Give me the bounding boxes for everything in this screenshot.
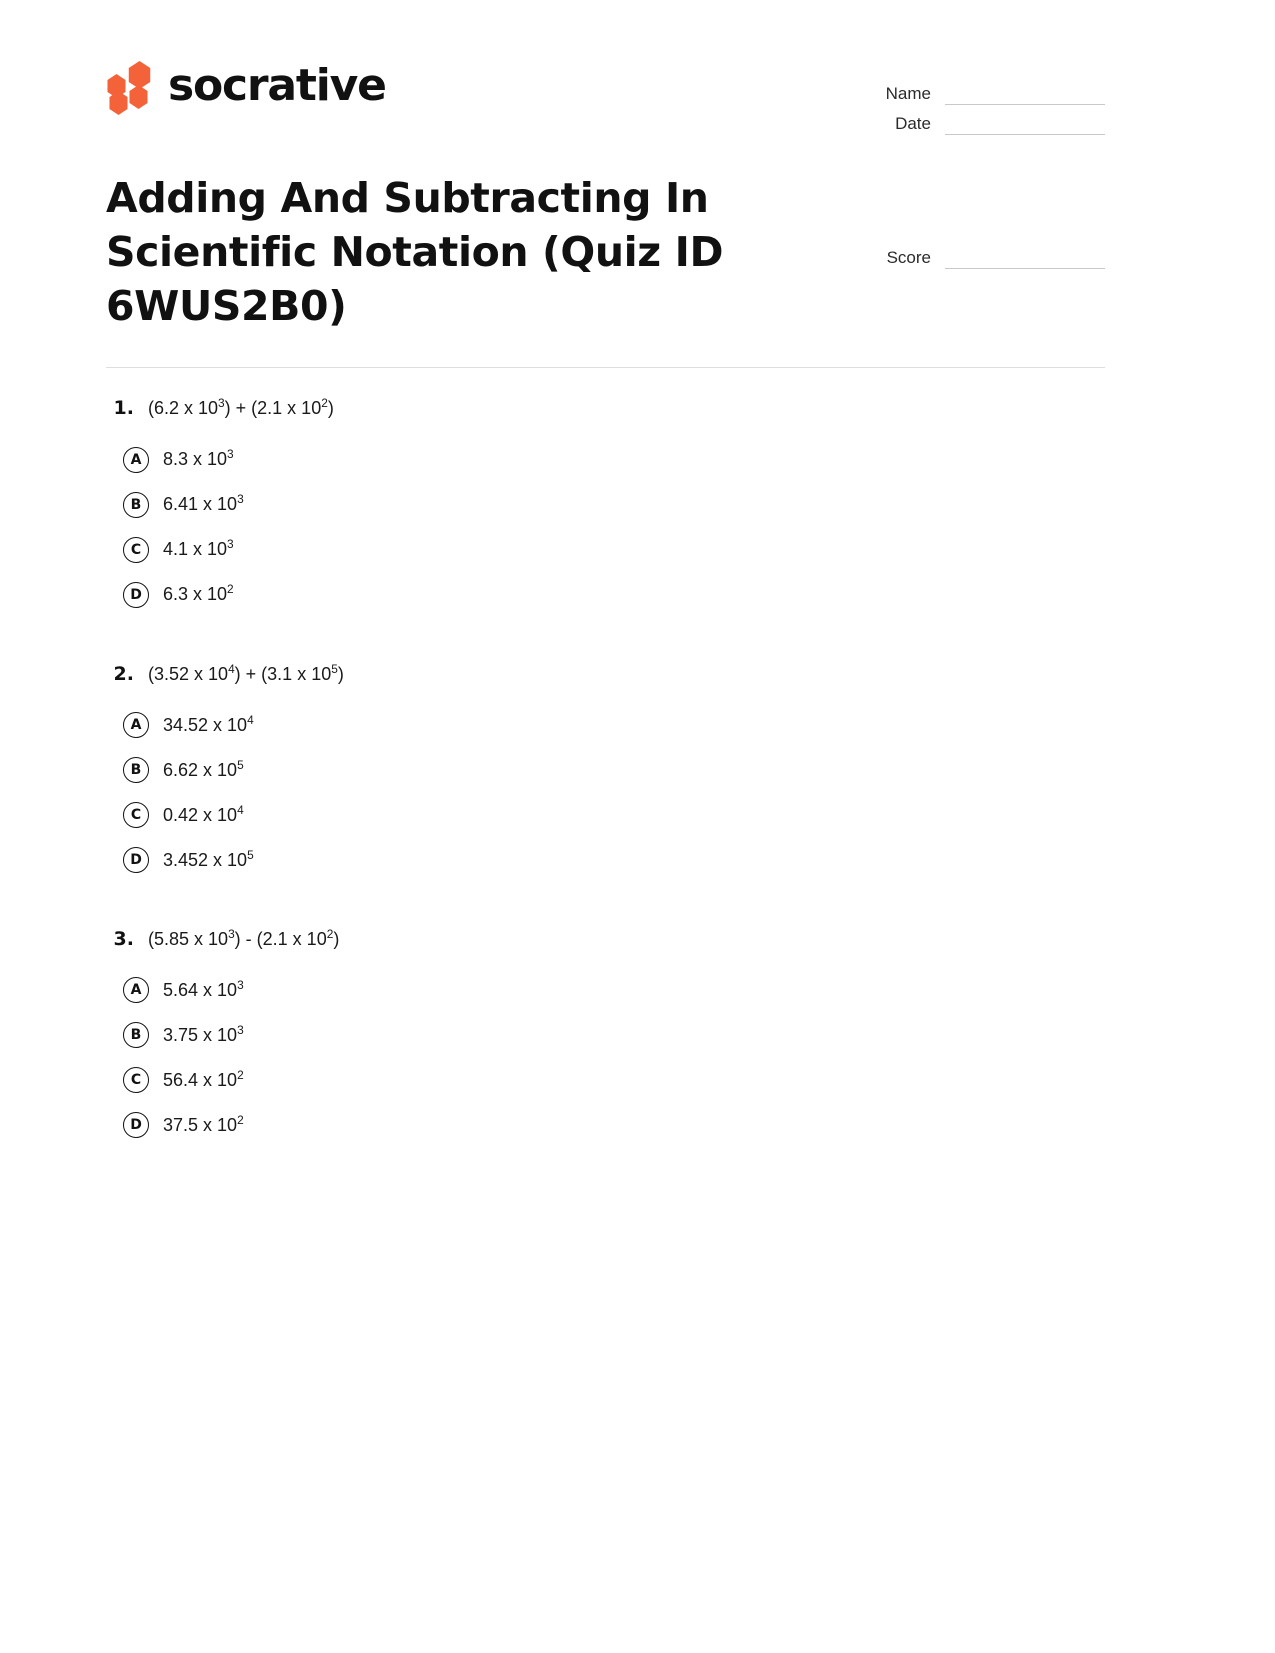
answer-option-text: 34.52 x $10^4$ <box>163 712 254 735</box>
date-field-row <box>865 105 1105 135</box>
answer-option-text: 8.3 x $10^3$ <box>163 447 234 470</box>
page-title: Adding And Subtracting In Scientific Notation (Quiz ID 6WUS2B0) <box>106 174 724 331</box>
date-field-input[interactable] <box>945 115 1105 135</box>
answer-option-text: 37.5 x $10^2$ <box>163 1112 244 1135</box>
exponent: 2 <box>237 1067 244 1082</box>
question-prompt: (5.85 x $10^3) - (2.1$ x $10^2$) <box>148 926 340 949</box>
question-header <box>106 927 1105 952</box>
question-item <box>106 662 1105 883</box>
answer-option-bubble-b[interactable]: B <box>123 1022 149 1048</box>
student-meta-fields <box>865 75 1105 135</box>
exponent: 2 <box>321 396 328 411</box>
exponent: 3 <box>237 1022 244 1037</box>
answer-option[interactable] <box>106 793 1105 838</box>
answer-options <box>106 438 1105 618</box>
answer-option[interactable] <box>106 838 1105 883</box>
score-field-row <box>865 239 1105 269</box>
answer-option-bubble-d[interactable]: D <box>123 847 149 873</box>
answer-option-bubble-a[interactable]: A <box>123 447 149 473</box>
answer-option[interactable] <box>106 528 1105 573</box>
question-number: 1. <box>113 397 134 420</box>
socrative-brand <box>106 55 386 117</box>
question-item <box>106 396 1105 617</box>
name-field-row <box>865 75 1105 105</box>
answer-option-bubble-c[interactable]: C <box>123 802 149 828</box>
exponent: 5 <box>247 847 254 862</box>
answer-option-bubble-c[interactable]: C <box>123 537 149 563</box>
answer-option-text: 6.62 x $10^5$ <box>163 757 244 780</box>
name-field-label: Name <box>885 83 931 103</box>
answer-option[interactable] <box>106 1058 1105 1103</box>
exponent: 3 <box>228 926 235 941</box>
answer-option-text: 3.75 x $10^3$ <box>163 1022 244 1045</box>
logo-hexagon-mid-right <box>128 85 149 109</box>
exponent: 2 <box>326 926 334 941</box>
answer-option-text: 56.4 x $10^2$ <box>163 1067 244 1090</box>
answer-option[interactable] <box>106 1103 1105 1148</box>
hexagon-cluster-logo-icon <box>106 61 152 111</box>
answer-option-bubble-a[interactable]: A <box>123 712 149 738</box>
question-header <box>106 396 1105 421</box>
question-number: 3. <box>113 927 134 950</box>
date-field-label: Date <box>895 113 931 133</box>
answer-option-text: 3.452 x $10^5$ <box>163 847 254 870</box>
score-field-block <box>865 239 1105 269</box>
answer-option[interactable] <box>106 748 1105 793</box>
question-number: 2. <box>113 662 134 685</box>
answer-option-text: 5.64 x $10^3$ <box>163 977 244 1000</box>
exponent: 3 <box>227 447 234 462</box>
title-area <box>0 171 1275 333</box>
answer-option-bubble-a[interactable]: A <box>123 977 149 1003</box>
exponent: 3 <box>218 396 225 411</box>
answer-option-bubble-b[interactable]: B <box>123 492 149 518</box>
exponent: 3 <box>227 537 234 552</box>
exponent: 4 <box>237 802 244 817</box>
page-header <box>0 0 1275 135</box>
logo-hexagon-top-right <box>127 61 152 89</box>
exponent: 2 <box>227 582 234 597</box>
answer-option-text: 0.42 x $10^4$ <box>163 802 244 825</box>
answer-option[interactable] <box>106 573 1105 618</box>
exponent: 3 <box>237 492 244 507</box>
answer-option-bubble-d[interactable]: D <box>123 1112 149 1138</box>
question-header <box>106 662 1105 687</box>
answer-option[interactable] <box>106 1013 1105 1058</box>
answer-option-text: 6.41 x $10^3$ <box>163 492 244 515</box>
answer-option[interactable] <box>106 438 1105 483</box>
exponent: 4 <box>247 712 254 727</box>
answer-option-bubble-c[interactable]: C <box>123 1067 149 1093</box>
logo-hexagon-bottom-left <box>108 91 129 115</box>
answer-option-text: 4.1 x $10^3$ <box>163 537 234 560</box>
answer-options <box>106 703 1105 883</box>
exponent: 2 <box>237 1112 244 1127</box>
exponent: 5 <box>331 661 338 676</box>
answer-option[interactable] <box>106 483 1105 528</box>
answer-option-text: 6.3 x $10^2$ <box>163 582 234 605</box>
answer-option[interactable] <box>106 968 1105 1013</box>
answer-options <box>106 968 1105 1148</box>
score-field-input[interactable] <box>945 249 1105 269</box>
brand-name: socrative <box>168 60 386 111</box>
name-field-input[interactable] <box>945 85 1105 105</box>
questions-list <box>0 368 1275 1148</box>
exponent: 3 <box>237 977 244 992</box>
score-field-label: Score <box>886 247 931 267</box>
question-prompt: (3.52 x $10^4) + (3.1$ x $10^5$) <box>148 661 344 684</box>
exponent: 4 <box>228 661 235 676</box>
answer-option[interactable] <box>106 703 1105 748</box>
exponent: 5 <box>237 757 244 772</box>
question-prompt: (6.2 x $10^3) + (2.1$ x $10^2$) <box>148 396 334 419</box>
answer-option-bubble-b[interactable]: B <box>123 757 149 783</box>
question-item <box>106 927 1105 1148</box>
answer-option-bubble-d[interactable]: D <box>123 582 149 608</box>
